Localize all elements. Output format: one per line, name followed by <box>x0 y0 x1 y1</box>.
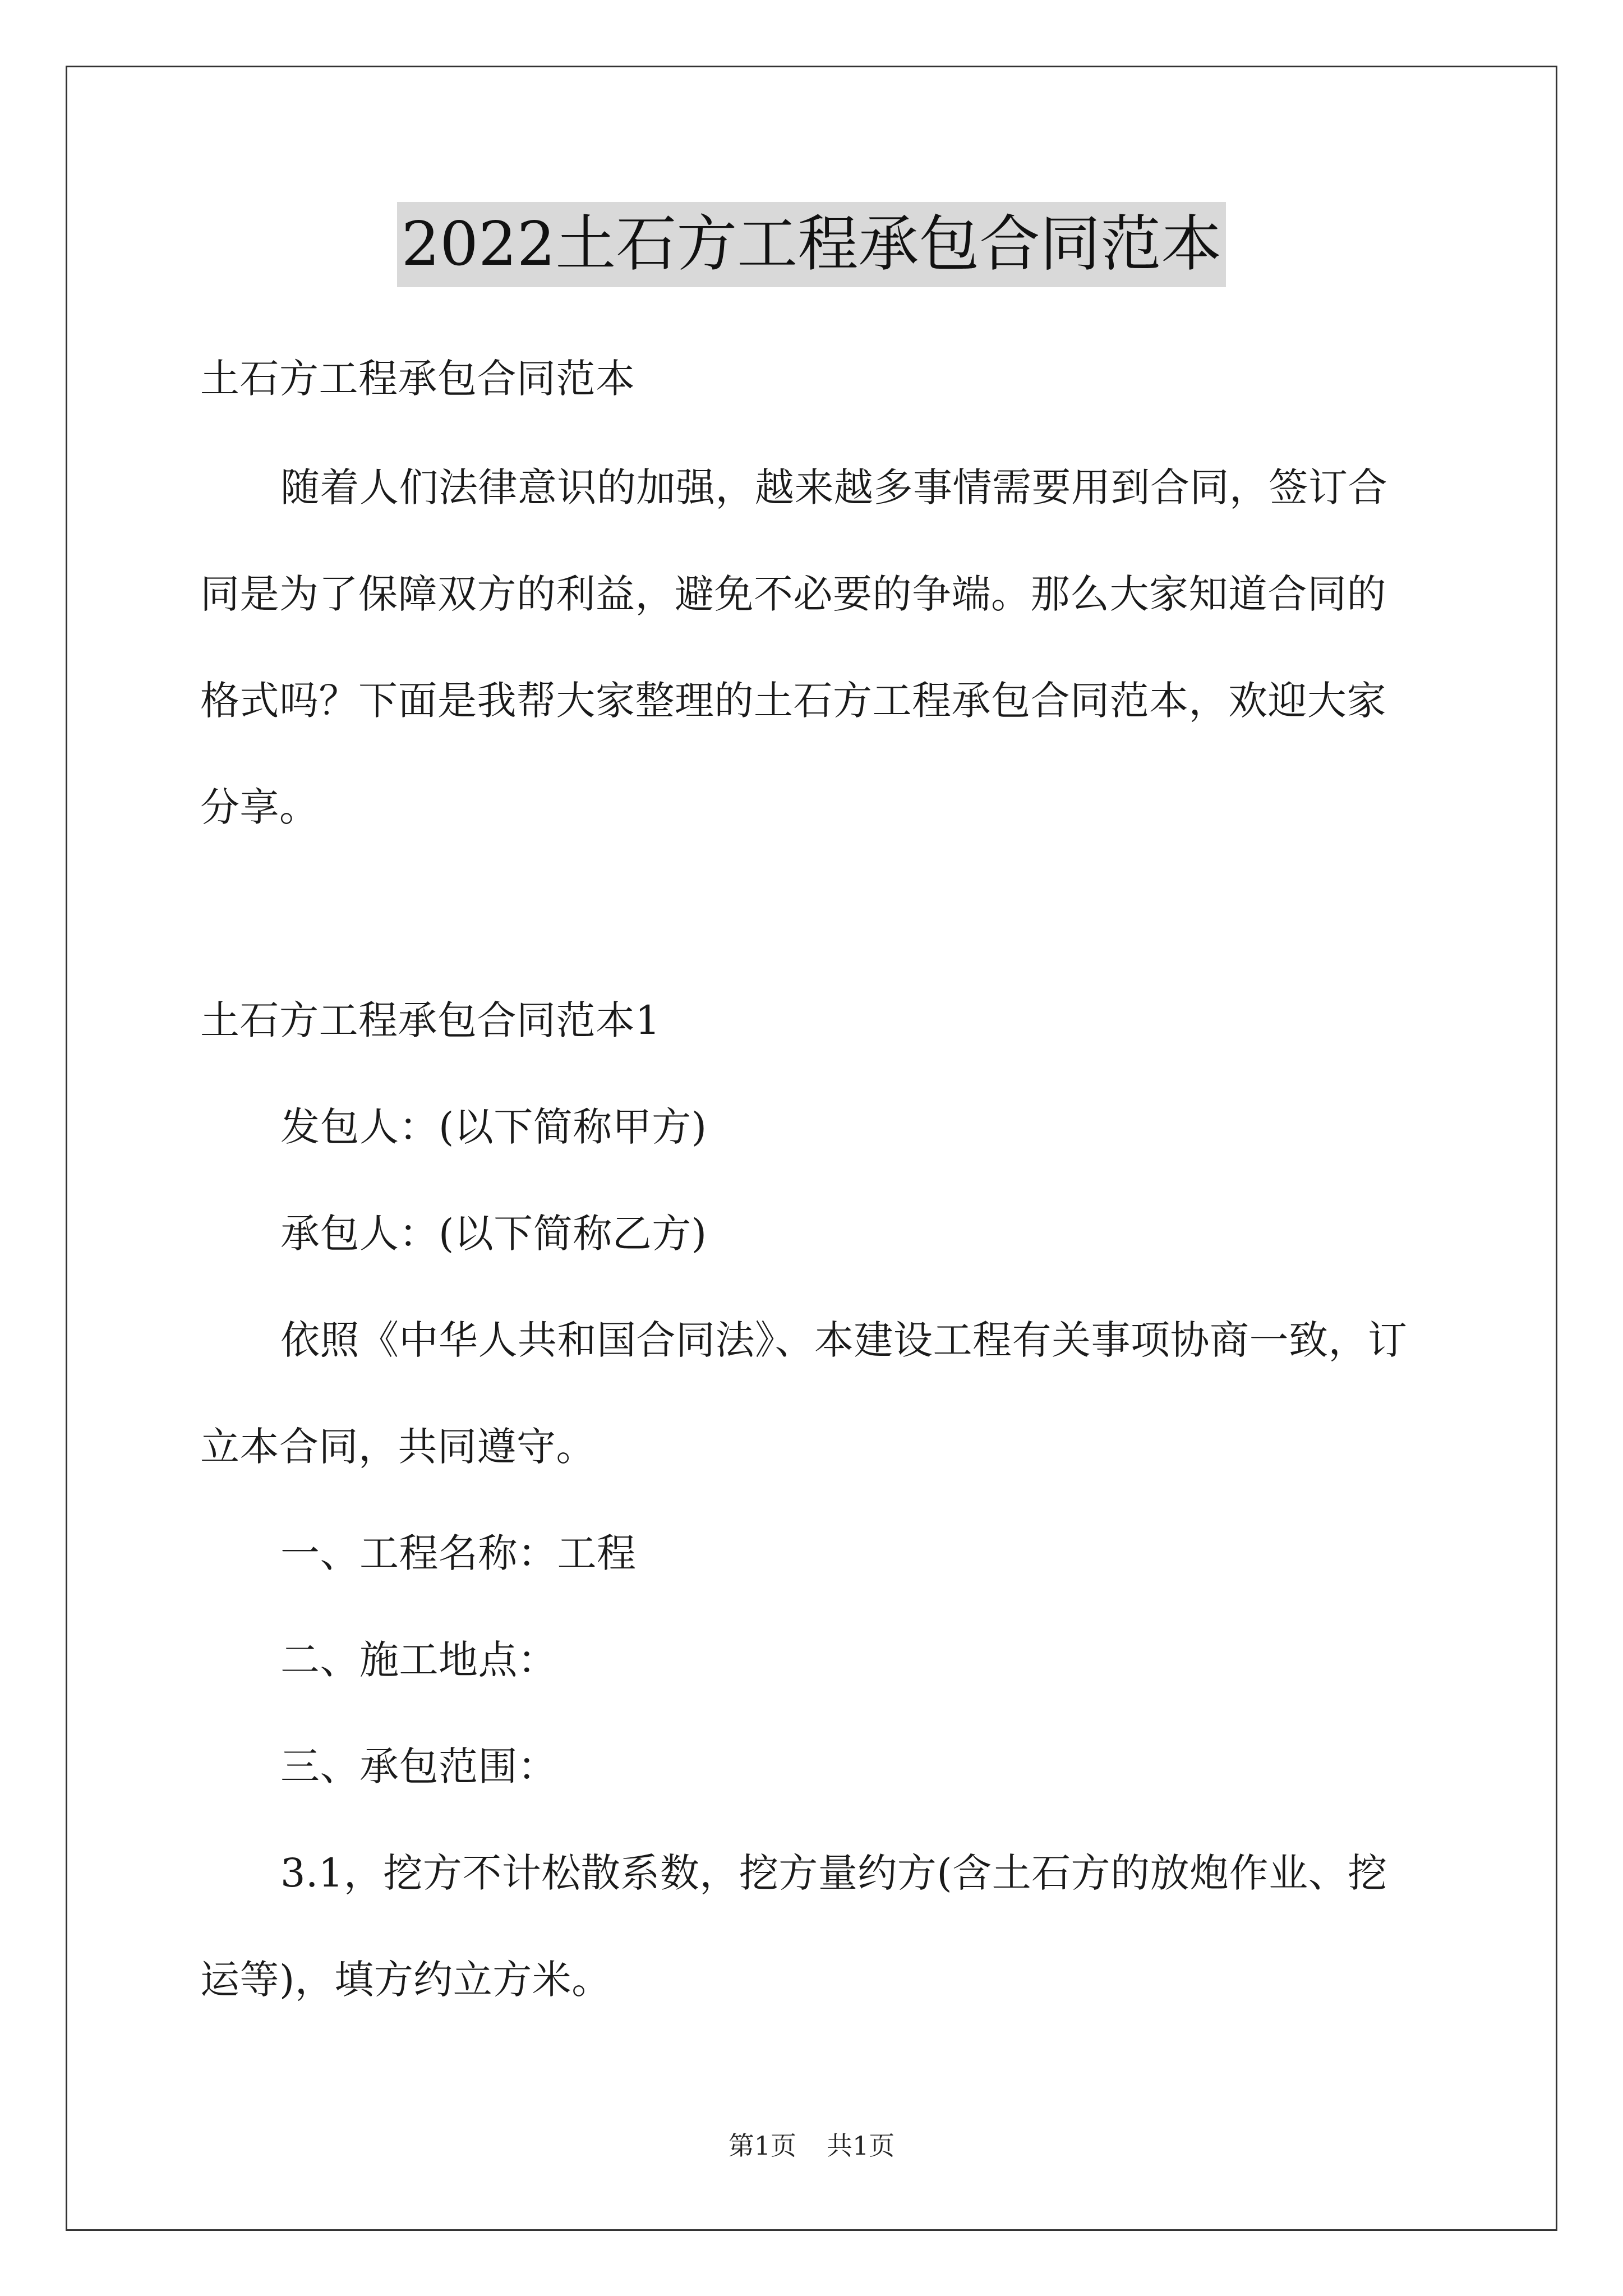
page-footer <box>0 2132 1623 2160</box>
intro-paragraph-line: 格式吗？下面是我帮大家整理的土石方工程承包合同范本，欢迎大家 <box>200 678 1386 724</box>
page-total: 共1页 <box>827 2131 895 2161</box>
clause-3-1-line: 运等)，填方约立方米。 <box>200 1957 611 2003</box>
intro-paragraph-line: 同是为了保障双方的利益，避免不必要的争端。那么大家知道合同的 <box>200 571 1386 617</box>
preamble-line: 依照《中华人共和国合同法》、本建设工程有关事项协商一致，订 <box>280 1317 1408 1363</box>
document-title: 2022土石方工程承包合同范本 <box>397 202 1227 287</box>
section-heading: 土石方工程承包合同范本 <box>200 356 635 402</box>
preamble-line: 立本合同，共同遵守。 <box>200 1424 596 1470</box>
page-number: 第1页 <box>728 2131 796 2161</box>
intro-paragraph-line: 随着人们法律意识的加强，越来越多事情需要用到合同，签订合 <box>280 464 1387 510</box>
party-a-line: 发包人：(以下简称甲方) <box>280 1104 707 1150</box>
intro-paragraph-line: 分享。 <box>200 784 319 830</box>
clause-location: 二、施工地点： <box>280 1637 557 1683</box>
clause-scope: 三、承包范围： <box>280 1743 557 1789</box>
clause-3-1-line: 3.1，挖方不计松散系数，挖方量约方(含土石方的放炮作业、挖 <box>280 1850 1387 1896</box>
contract-heading: 土石方工程承包合同范本1 <box>200 997 661 1043</box>
party-b-line: 承包人：(以下简称乙方) <box>280 1211 707 1257</box>
clause-project-name: 一、工程名称：工程 <box>280 1530 637 1576</box>
title-container <box>0 202 1623 287</box>
